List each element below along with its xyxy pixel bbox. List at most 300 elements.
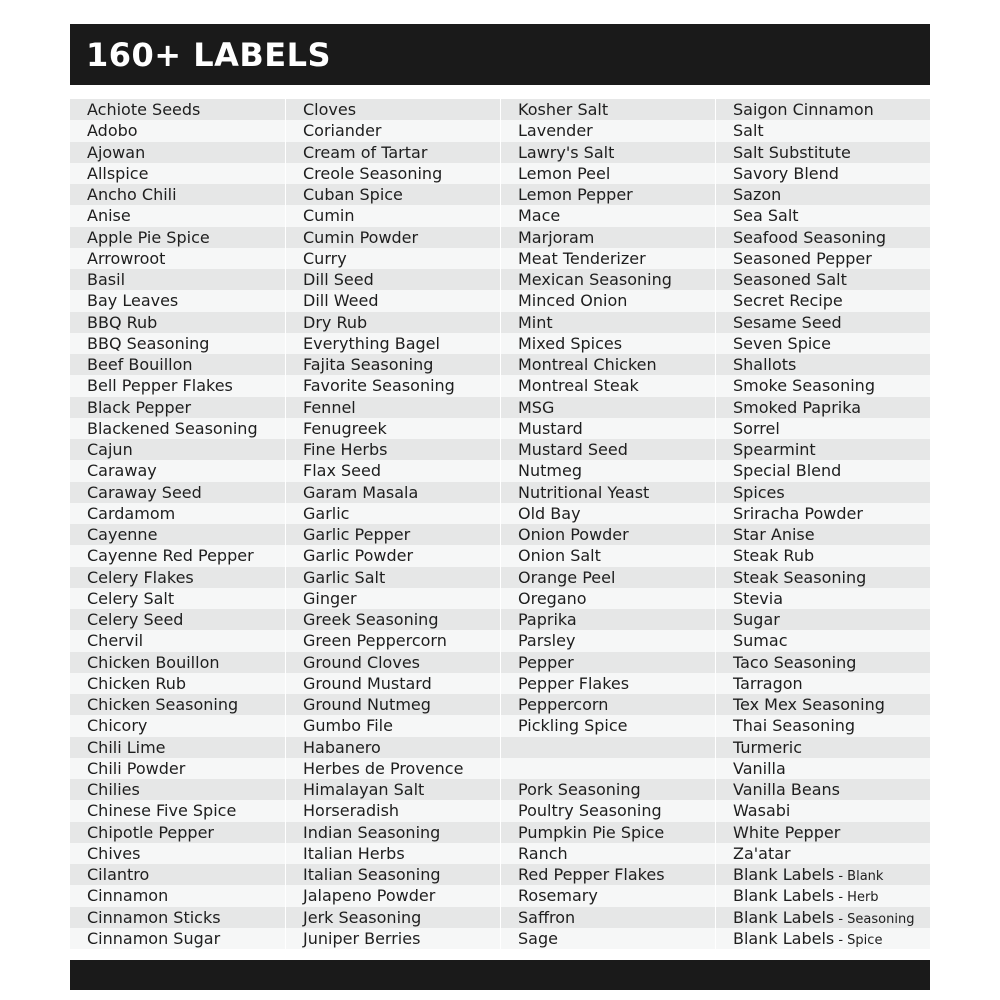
label-row	[286, 524, 500, 545]
label-name: Steak Rub	[733, 546, 815, 566]
label-name: Shallots	[733, 355, 797, 374]
page-title: 160+ LABELS	[86, 35, 332, 74]
label-row	[286, 800, 500, 821]
label-row	[70, 439, 285, 460]
label-name: Fine Herbs	[303, 440, 388, 459]
label-name: Vanilla	[733, 758, 786, 778]
label-name: Achiote Seeds	[87, 100, 201, 119]
label-name: Chicken Rub	[87, 673, 187, 693]
label-name: Dill Seed	[303, 270, 374, 289]
label-row	[286, 715, 500, 736]
label-name: Dry Rub	[303, 312, 368, 332]
label-row	[716, 843, 930, 864]
label-name: Oregano	[518, 588, 587, 608]
label-name: Nutmeg	[518, 461, 582, 481]
label-row	[70, 885, 285, 906]
label-name: Saigon Cinnamon	[733, 100, 874, 119]
label-row	[716, 609, 930, 630]
label-row	[286, 312, 500, 333]
label-name: Sugar	[733, 610, 780, 629]
label-row	[70, 269, 285, 290]
label-row	[286, 333, 500, 354]
label-row	[286, 630, 500, 651]
label-name: Cinnamon Sticks	[87, 907, 221, 927]
label-row	[716, 652, 930, 673]
label-name: Taco Seasoning	[733, 652, 857, 672]
label-row	[501, 609, 715, 630]
label-row	[286, 864, 500, 885]
labels-column-4	[715, 88, 930, 960]
label-name: Creole Seasoning	[303, 163, 443, 183]
label-name: Red Pepper Flakes	[518, 865, 665, 884]
label-name: Basil	[87, 270, 126, 289]
label-type-note: - Blank	[834, 869, 884, 884]
label-row	[501, 715, 715, 736]
label-row	[501, 779, 715, 800]
label-row	[286, 269, 500, 290]
label-name: Chipotle Pepper	[87, 822, 215, 842]
label-row	[70, 652, 285, 673]
label-row	[716, 142, 930, 163]
label-name: Blank Labels	[733, 886, 835, 906]
label-row	[716, 885, 930, 906]
header-bar	[70, 24, 930, 85]
label-row	[501, 418, 715, 439]
label-name: Montreal Chicken	[518, 355, 657, 374]
label-name: Curry	[303, 248, 347, 268]
label-name: Marjoram	[518, 227, 595, 247]
label-row	[501, 290, 715, 311]
label-name: Cajun	[87, 440, 133, 459]
label-name: Ajowan	[87, 142, 146, 162]
label-name: Cumin	[303, 206, 355, 226]
label-name: Secret Recipe	[733, 291, 843, 311]
label-name: Garlic Pepper	[303, 525, 411, 544]
label-name: Sazon	[733, 185, 782, 204]
label-name: Ground Cloves	[303, 652, 420, 672]
label-type-note: - Seasoning	[834, 911, 915, 927]
label-row	[501, 630, 715, 651]
label-row	[716, 928, 930, 949]
label-row	[286, 545, 500, 566]
label-name: Allspice	[87, 163, 149, 183]
label-name: Rosemary	[518, 886, 598, 906]
label-name: Mint	[518, 312, 553, 332]
label-name: Tex Mex Seasoning	[733, 695, 885, 714]
label-row	[70, 524, 285, 545]
label-row	[716, 779, 930, 800]
label-row	[286, 758, 500, 779]
label-row	[716, 673, 930, 694]
label-row	[286, 885, 500, 906]
label-name: Adobo	[87, 121, 138, 141]
label-row	[286, 354, 500, 375]
label-row	[70, 142, 285, 163]
label-name: Garlic Salt	[303, 567, 386, 587]
label-row	[501, 354, 715, 375]
label-name: Cayenne Red Pepper	[87, 546, 254, 566]
label-row	[286, 822, 500, 843]
label-name: Mustard Seed	[518, 440, 628, 459]
label-name: Chicory	[87, 716, 148, 736]
label-name: Dill Weed	[303, 291, 379, 311]
label-name: Za'atar	[733, 843, 791, 863]
column-top-spacer	[70, 88, 285, 99]
label-name: Salt	[733, 121, 764, 141]
label-row	[70, 843, 285, 864]
label-name: Habanero	[303, 737, 381, 757]
label-row	[501, 503, 715, 524]
label-name: Sesame Seed	[733, 312, 842, 332]
label-row	[716, 269, 930, 290]
label-row	[716, 120, 930, 141]
label-name: Poultry Seasoning	[518, 801, 662, 821]
label-row	[286, 482, 500, 503]
label-row	[286, 928, 500, 949]
label-row	[501, 460, 715, 481]
label-row	[716, 758, 930, 779]
footer-bar	[70, 960, 930, 990]
label-row	[286, 163, 500, 184]
label-name: Paprika	[518, 610, 577, 629]
label-row	[286, 439, 500, 460]
label-row	[716, 567, 930, 588]
label-row	[70, 694, 285, 715]
label-row	[70, 864, 285, 885]
label-row	[286, 737, 500, 758]
label-name: Greek Seasoning	[303, 610, 439, 629]
label-row	[286, 609, 500, 630]
label-row	[716, 907, 930, 928]
label-name: Celery Seed	[87, 610, 184, 629]
label-name: MSG	[518, 397, 555, 417]
label-name: Ground Mustard	[303, 673, 432, 693]
label-row	[286, 120, 500, 141]
label-row	[70, 737, 285, 758]
label-name: Seven Spice	[733, 333, 831, 353]
label-name: Ranch	[518, 843, 568, 863]
label-name: Jalapeno Powder	[303, 886, 436, 906]
label-name: Sea Salt	[733, 206, 799, 226]
label-name: Montreal Steak	[518, 376, 639, 396]
label-name: Special Blend	[733, 461, 842, 481]
label-row	[286, 397, 500, 418]
label-row	[716, 588, 930, 609]
label-name: BBQ Rub	[87, 312, 158, 332]
label-name: Cumin Powder	[303, 227, 419, 247]
label-row	[501, 312, 715, 333]
label-row	[70, 333, 285, 354]
label-name: Onion Powder	[518, 525, 629, 544]
label-name: Pickling Spice	[518, 716, 628, 736]
label-row	[70, 482, 285, 503]
label-row	[501, 184, 715, 205]
label-name: Pepper Flakes	[518, 673, 630, 693]
label-name: Bay Leaves	[87, 291, 179, 311]
label-type-note: - Herb	[834, 890, 879, 906]
label-row	[501, 588, 715, 609]
label-row	[716, 460, 930, 481]
label-name: Saffron	[518, 907, 576, 927]
label-row	[70, 375, 285, 396]
label-name: Kosher Salt	[518, 100, 609, 119]
label-row	[716, 248, 930, 269]
label-name: Pepper	[518, 652, 574, 672]
label-row	[501, 843, 715, 864]
label-row	[70, 205, 285, 226]
label-name: Sorrel	[733, 418, 780, 438]
column-top-spacer	[286, 88, 500, 99]
label-name: Fennel	[303, 397, 356, 417]
label-row	[70, 99, 285, 120]
label-name: Smoked Paprika	[733, 397, 862, 417]
label-row	[286, 375, 500, 396]
label-name: Lawry's Salt	[518, 142, 615, 162]
label-row	[501, 652, 715, 673]
label-name: Jerk Seasoning	[303, 907, 422, 927]
label-row	[70, 758, 285, 779]
label-row	[286, 205, 500, 226]
label-row	[70, 545, 285, 566]
label-name: Favorite Seasoning	[303, 376, 455, 396]
label-row	[716, 354, 930, 375]
label-name: Chili Powder	[87, 758, 186, 778]
label-row	[716, 184, 930, 205]
label-name: Italian Seasoning	[303, 865, 441, 884]
label-name: Star Anise	[733, 525, 815, 544]
label-name: Celery Flakes	[87, 567, 194, 587]
label-row	[70, 312, 285, 333]
label-name: Smoke Seasoning	[733, 376, 875, 396]
label-row	[70, 822, 285, 843]
label-name: Cardamom	[87, 503, 176, 523]
label-row	[716, 439, 930, 460]
label-name: Lemon Peel	[518, 163, 611, 183]
label-row	[70, 248, 285, 269]
label-row	[716, 737, 930, 758]
label-row	[70, 290, 285, 311]
label-row	[716, 397, 930, 418]
label-name: Nutritional Yeast	[518, 482, 650, 502]
label-row	[501, 397, 715, 418]
label-row	[286, 567, 500, 588]
label-name: Pork Seasoning	[518, 780, 641, 799]
label-name: Cilantro	[87, 865, 150, 884]
label-row	[70, 800, 285, 821]
label-name: Savory Blend	[733, 163, 839, 183]
label-name: Seasoned Pepper	[733, 248, 872, 268]
label-name: Wasabi	[733, 801, 791, 821]
label-row	[70, 609, 285, 630]
label-row	[70, 120, 285, 141]
label-row	[716, 333, 930, 354]
label-row	[286, 843, 500, 864]
label-name: Italian Herbs	[303, 843, 405, 863]
label-row	[70, 715, 285, 736]
label-name: Arrowroot	[87, 248, 166, 268]
label-row	[286, 673, 500, 694]
label-row	[70, 418, 285, 439]
label-name: Garlic	[303, 503, 350, 523]
label-name: Spearmint	[733, 440, 816, 459]
label-row	[70, 184, 285, 205]
label-row	[501, 673, 715, 694]
labels-column-3	[500, 88, 715, 960]
label-row	[286, 418, 500, 439]
label-name: Ground Nutmeg	[303, 695, 431, 714]
label-name: Mexican Seasoning	[518, 270, 672, 289]
label-name: Garam Masala	[303, 482, 419, 502]
label-row	[716, 800, 930, 821]
label-row	[501, 269, 715, 290]
label-name: Ginger	[303, 588, 357, 608]
label-row	[716, 99, 930, 120]
label-name: Herbes de Provence	[303, 758, 464, 778]
label-name: Orange Peel	[518, 567, 616, 587]
empty-label-row	[501, 758, 715, 779]
label-row	[70, 588, 285, 609]
label-row	[716, 290, 930, 311]
label-name: Vanilla Beans	[733, 780, 840, 799]
label-name: Himalayan Salt	[303, 780, 425, 799]
label-name: Mustard	[518, 418, 583, 438]
label-name: Garlic Powder	[303, 546, 414, 566]
label-name: Turmeric	[733, 737, 803, 757]
label-row	[716, 694, 930, 715]
label-name: Blank Labels	[733, 907, 835, 927]
empty-label-row	[501, 737, 715, 758]
label-name: Pumpkin Pie Spice	[518, 822, 665, 842]
label-row	[501, 120, 715, 141]
label-row	[716, 864, 930, 885]
label-row	[501, 545, 715, 566]
label-row	[501, 907, 715, 928]
label-row	[716, 418, 930, 439]
label-name: Beef Bouillon	[87, 355, 193, 374]
label-row	[716, 524, 930, 545]
label-name: White Pepper	[733, 822, 841, 842]
label-name: Stevia	[733, 588, 783, 608]
label-name: Tarragon	[733, 673, 803, 693]
label-name: Minced Onion	[518, 291, 628, 311]
label-name: Blank Labels	[733, 928, 835, 948]
label-name: Thai Seasoning	[733, 716, 856, 736]
label-row	[286, 779, 500, 800]
label-name: Parsley	[518, 631, 576, 651]
label-row	[501, 163, 715, 184]
label-row	[501, 800, 715, 821]
label-row	[501, 694, 715, 715]
label-row	[286, 290, 500, 311]
label-name: Cuban Spice	[303, 185, 403, 204]
label-row	[286, 184, 500, 205]
label-name: Anise	[87, 206, 131, 226]
label-row	[501, 864, 715, 885]
label-row	[501, 482, 715, 503]
label-row	[286, 142, 500, 163]
label-row	[70, 907, 285, 928]
label-row	[501, 822, 715, 843]
label-row	[501, 524, 715, 545]
label-name: Cinnamon Sugar	[87, 928, 221, 948]
label-row	[286, 694, 500, 715]
label-row	[70, 567, 285, 588]
label-name: Chervil	[87, 631, 144, 651]
label-name: Blackened Seasoning	[87, 418, 258, 438]
label-name: Blank Labels	[733, 865, 835, 884]
label-name: Mace	[518, 206, 561, 226]
label-name: Onion Salt	[518, 546, 601, 566]
label-name: Chili Lime	[87, 737, 166, 757]
label-name: Sage	[518, 928, 558, 948]
label-row	[501, 248, 715, 269]
label-name: Salt Substitute	[733, 142, 851, 162]
label-name: Everything Bagel	[303, 333, 440, 353]
label-name: Coriander	[303, 121, 382, 141]
label-row	[70, 503, 285, 524]
label-name: Old Bay	[518, 503, 581, 523]
label-row	[716, 163, 930, 184]
label-row	[501, 227, 715, 248]
label-name: Fajita Seasoning	[303, 355, 434, 374]
label-row	[286, 248, 500, 269]
label-row	[70, 354, 285, 375]
label-row	[286, 99, 500, 120]
label-name: Juniper Berries	[303, 928, 421, 948]
label-row	[501, 375, 715, 396]
label-name: Lavender	[518, 121, 593, 141]
label-row	[70, 397, 285, 418]
label-name: Spices	[733, 482, 785, 502]
label-row	[70, 928, 285, 949]
label-name: Fenugreek	[303, 418, 387, 438]
label-name: Ancho Chili	[87, 185, 177, 204]
label-name: Lemon Pepper	[518, 185, 633, 204]
label-row	[716, 227, 930, 248]
label-name: Apple Pie Spice	[87, 227, 210, 247]
label-row	[501, 333, 715, 354]
label-name: Horseradish	[303, 801, 400, 821]
label-row	[501, 885, 715, 906]
label-name: Chinese Five Spice	[87, 801, 237, 821]
label-row	[716, 205, 930, 226]
label-row	[286, 503, 500, 524]
label-name: Flax Seed	[303, 461, 382, 481]
label-name: Caraway Seed	[87, 482, 202, 502]
label-name: Sriracha Powder	[733, 503, 863, 523]
label-row	[501, 205, 715, 226]
label-row	[70, 163, 285, 184]
label-name: Gumbo File	[303, 716, 393, 736]
labels-column-2	[285, 88, 500, 960]
label-row	[70, 673, 285, 694]
label-name: Caraway	[87, 461, 157, 481]
label-name: Sumac	[733, 631, 788, 651]
label-row	[501, 99, 715, 120]
label-row	[70, 227, 285, 248]
labels-column-1	[70, 88, 285, 960]
label-name: BBQ Seasoning	[87, 333, 210, 353]
label-name: Steak Seasoning	[733, 567, 867, 587]
label-row	[716, 545, 930, 566]
label-row	[501, 439, 715, 460]
label-row	[716, 503, 930, 524]
label-row	[716, 375, 930, 396]
label-row	[716, 715, 930, 736]
label-name: Celery Salt	[87, 588, 175, 608]
label-name: Chicken Bouillon	[87, 652, 220, 672]
label-row	[70, 630, 285, 651]
